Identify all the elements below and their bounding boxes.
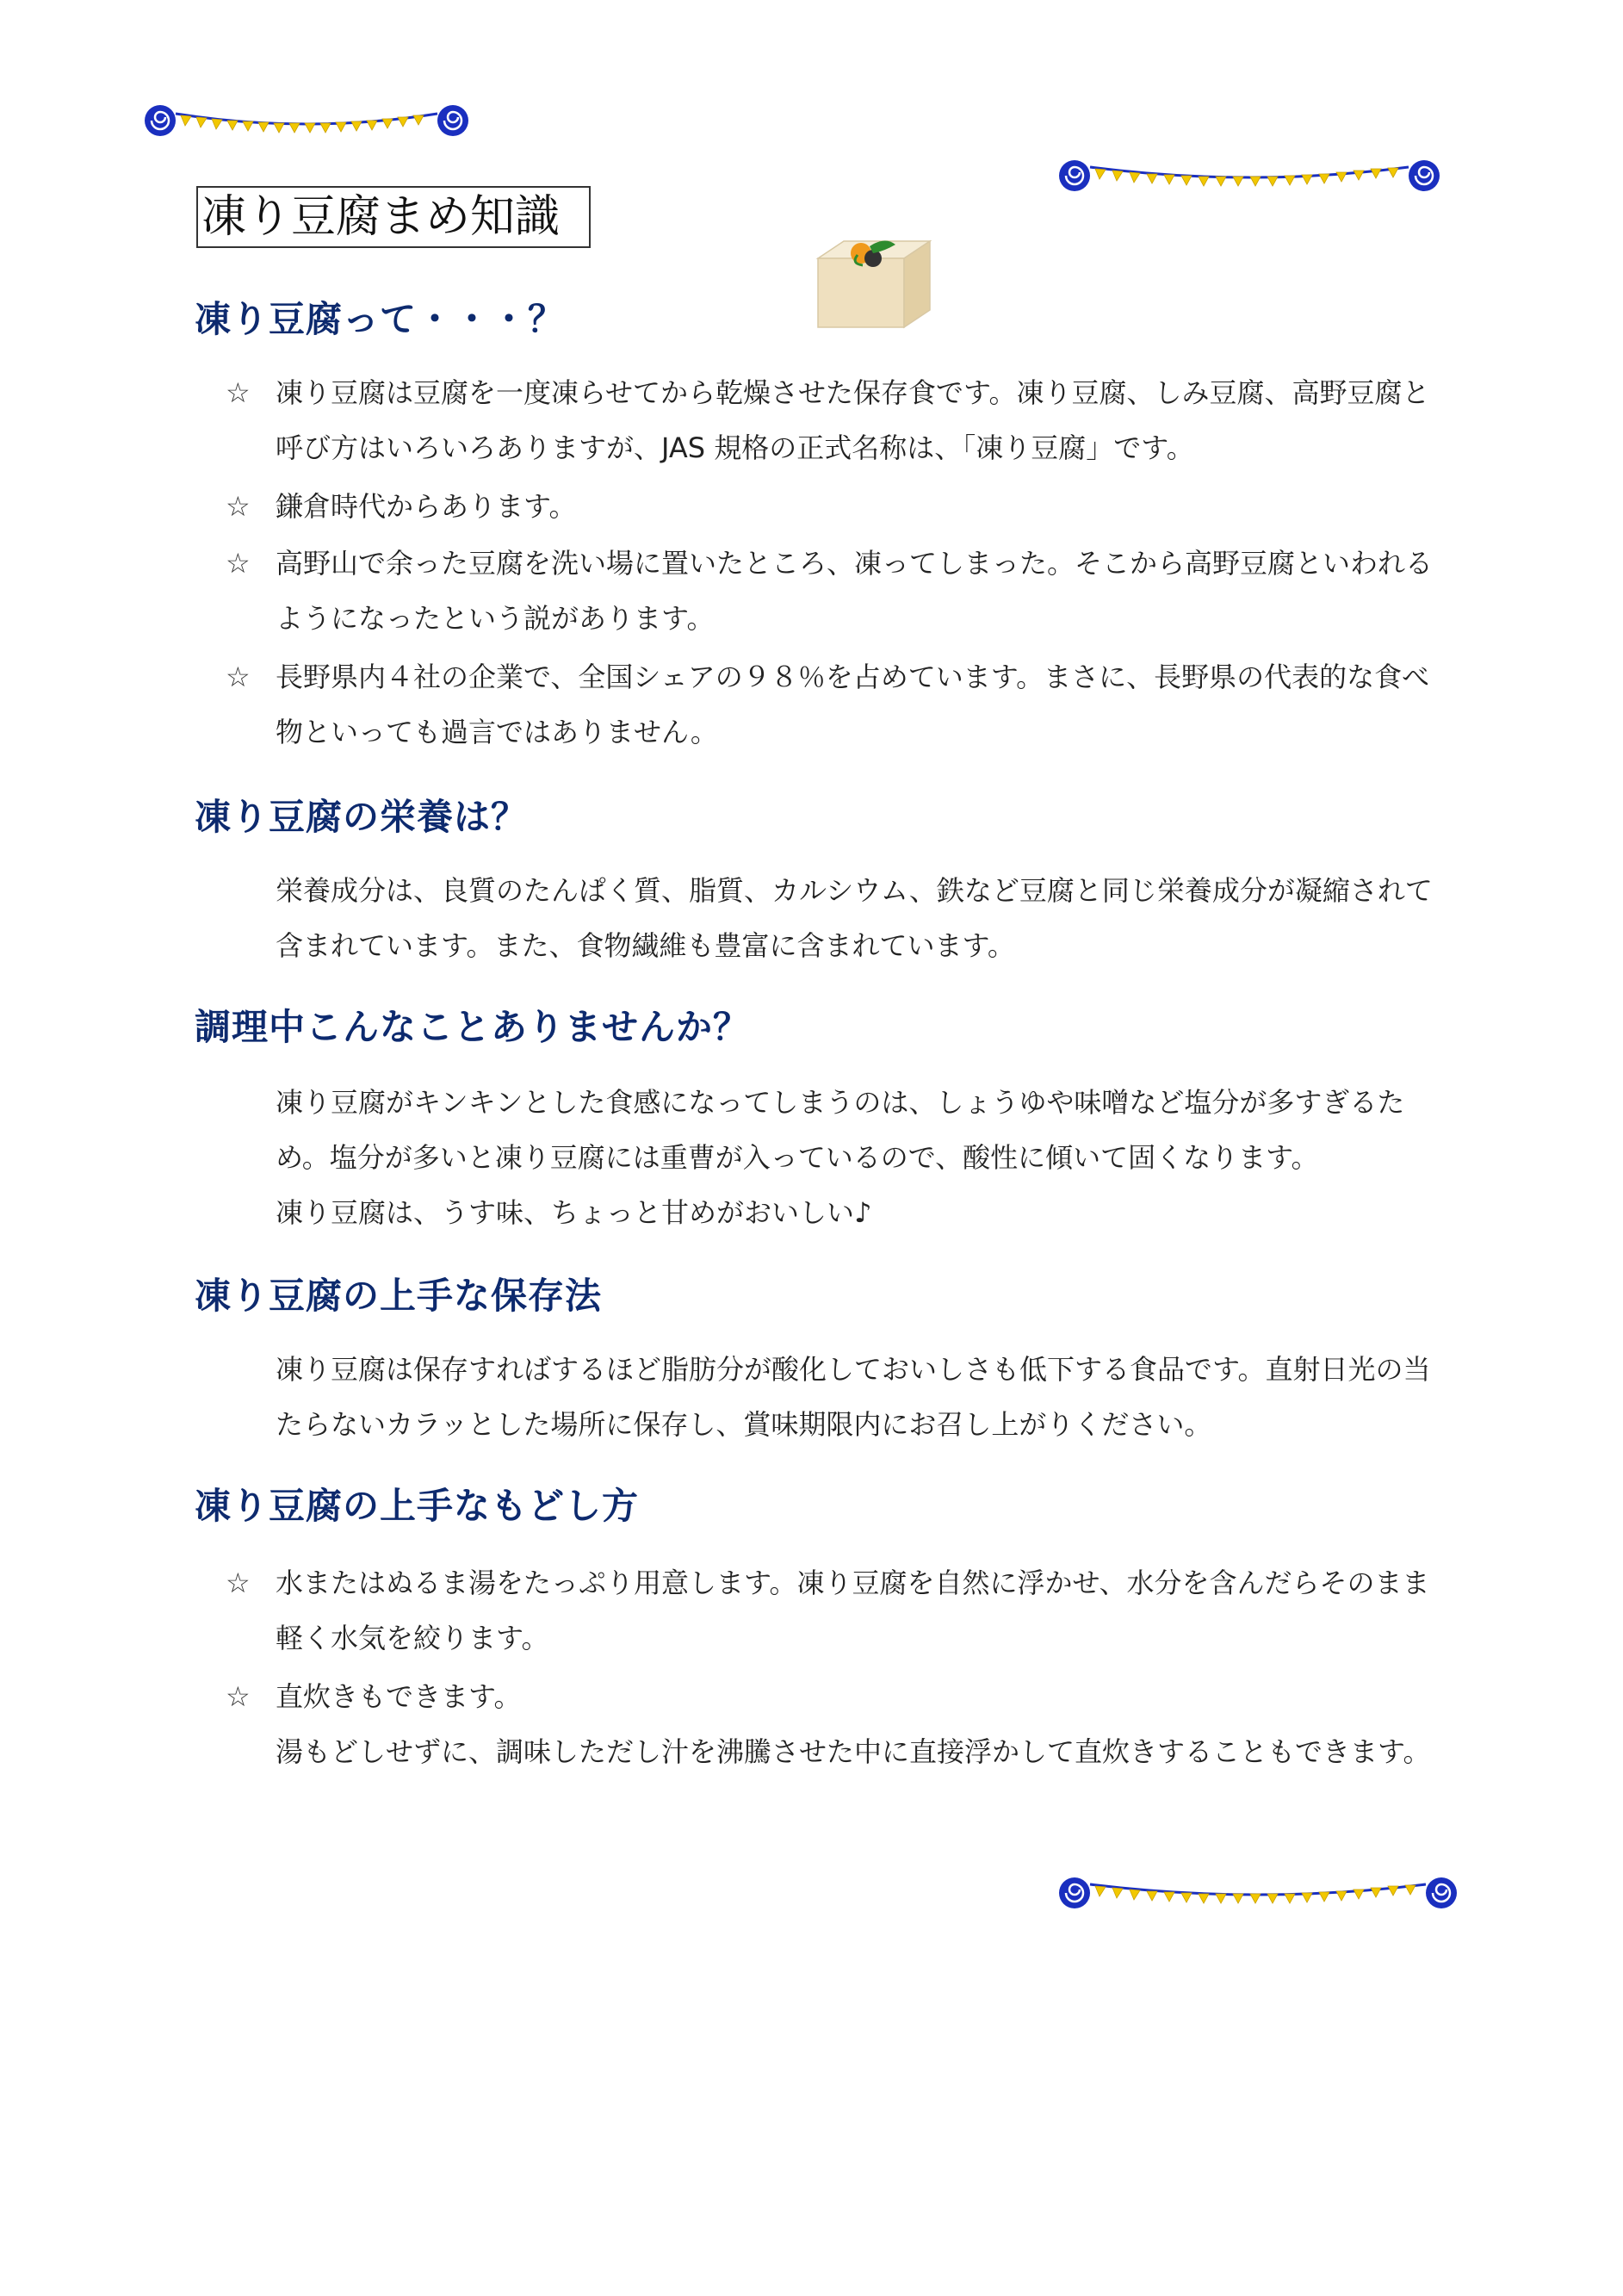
rehydrate-extra-paragraph: 湯もどしせずに、調味しただし汁を沸騰させた中に直接浮かして直炊きすることもできます。 — [276, 1735, 1431, 1768]
section-heading-what-is: 凍り豆腐って・・・？ — [195, 298, 566, 340]
star-bullet-icon: ☆ — [226, 490, 251, 523]
swirl-icon — [1426, 1877, 1457, 1908]
cooking-line: 凍り豆腐は、うす味、ちょっと甘めがおいしい♪ — [276, 1196, 872, 1229]
list-item-text: 長野県内４社の企業で、全国シェアの９８％を占めています。まさに、長野県の代表的な食べ物といっても過言ではありません。 — [276, 661, 1430, 748]
nutrition-paragraph: 栄養成分は、良質のたんぱく質、脂質、カルシウム、鉄など豆腐と同じ栄養成分が凝縮されて含まれています。また、食物繊維も豊富に含まれています。 — [276, 874, 1433, 962]
star-bullet-icon: ☆ — [226, 1680, 251, 1713]
cooking-line: 凍り豆腐がキンキンとした食感になってしまうのは、しょうゆや味噌など塩分が多すぎるため。塩分が多いと凍り豆腐には重曹が入っているので、酸性に傾いて固くなります。 — [276, 1086, 1405, 1174]
list-item-text: 水またはぬるま湯をたっぷり用意します。凍り豆腐を自然に浮かせ、水分を含んだらそのまま軽く水気を絞ります。 — [276, 1567, 1430, 1654]
storage-paragraph: 凍り豆腐は保存すればするほど脂肪分が酸化しておいしさも低下する食品です。直射日光の当たらないカラッとした場所に保存し、賞味期限内にお召し上がりください。 — [276, 1353, 1431, 1441]
list-item-text: 凍り豆腐は豆腐を一度凍らせてから乾燥させた保存食です。凍り豆腐、しみ豆腐、高野豆腐と呼び方はいろいろありますが、JAS 規格の正式名称は、「凍り豆腐」です。 — [276, 376, 1430, 464]
section-heading-cooking: 調理中こんなことありませんか？ — [195, 1006, 751, 1048]
list-item — [226, 536, 1448, 646]
swirl-icon — [1409, 160, 1440, 191]
garland-decoration-bottom-right — [1056, 1872, 1460, 1915]
cooking-paragraph — [276, 1075, 1446, 1240]
list-item-text: 鎌倉時代からあります。 — [276, 490, 577, 523]
garland-decoration-top-right — [1056, 155, 1443, 198]
garland-decoration-top-left — [143, 102, 470, 145]
list-item-text: 高野山で余った豆腐を洗い場に置いたところ、凍ってしまった。そこから高野豆腐といわれるようになったという説があります。 — [276, 547, 1434, 635]
star-bullet-icon: ☆ — [226, 376, 251, 409]
swirl-icon — [1059, 1877, 1090, 1908]
section-heading-storage: 凍り豆腐の上手な保存法 — [195, 1275, 603, 1317]
list-item — [226, 649, 1448, 760]
star-bullet-icon: ☆ — [226, 661, 251, 693]
list-item — [226, 479, 1448, 534]
section-heading-rehydrate: 凍り豆腐の上手なもどし方 — [195, 1485, 640, 1527]
swirl-icon — [145, 105, 176, 136]
list-item-text: 直炊きもできます。 — [276, 1680, 522, 1713]
page-title: 凍り豆腐まめ知識 — [196, 186, 591, 248]
swirl-icon — [437, 105, 468, 136]
star-bullet-icon: ☆ — [226, 1567, 251, 1599]
tofu-illustration-icon — [809, 234, 938, 331]
star-bullet-icon: ☆ — [226, 547, 251, 580]
list-item — [226, 365, 1448, 475]
section-heading-nutrition: 凍り豆腐の栄養は？ — [195, 796, 529, 838]
list-item — [226, 1669, 1448, 1724]
list-item — [226, 1555, 1448, 1666]
swirl-icon — [1059, 160, 1090, 191]
